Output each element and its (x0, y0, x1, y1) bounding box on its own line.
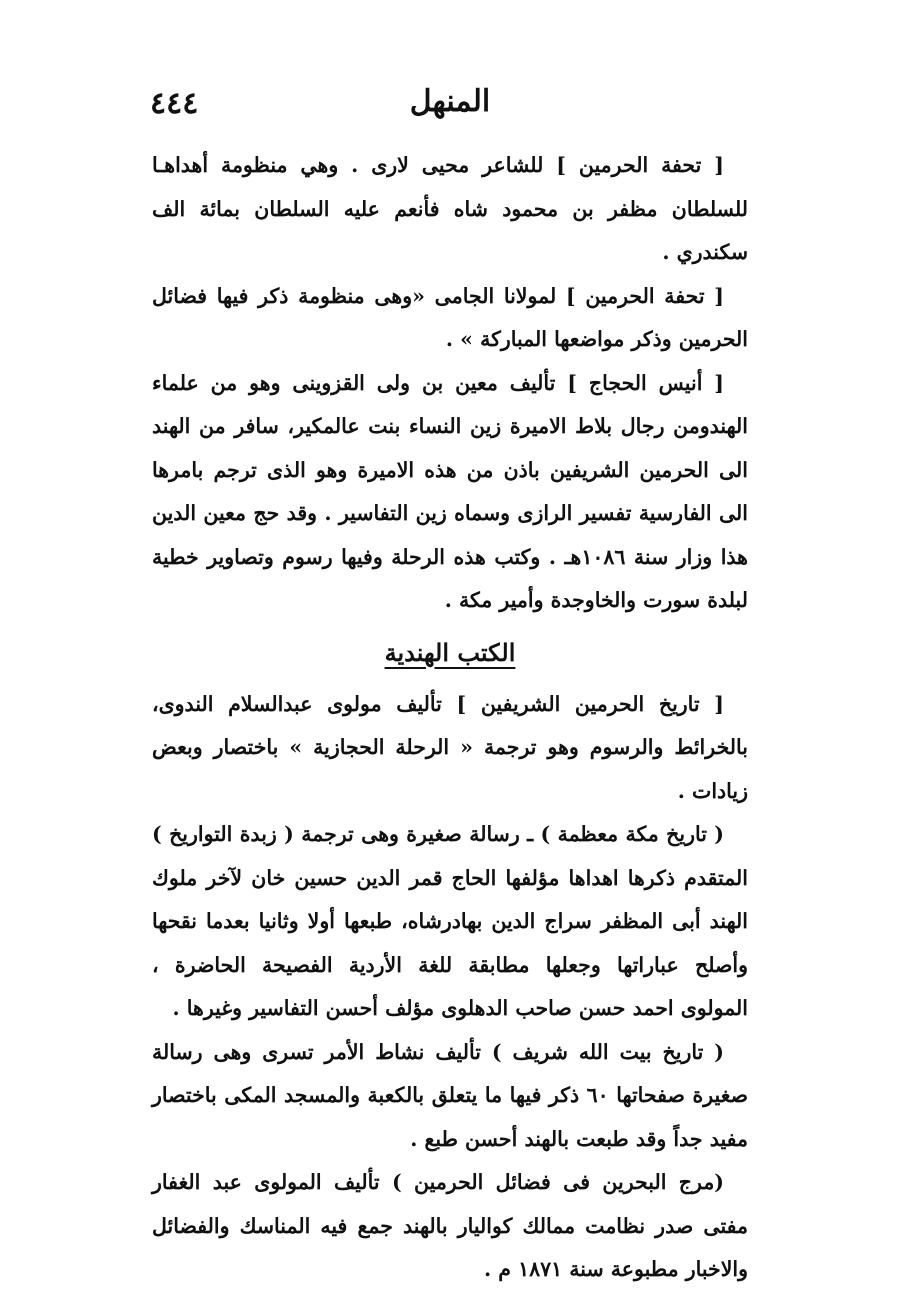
body-text (152, 144, 748, 1292)
section-heading: الكتب الهندية (384, 637, 516, 667)
entry-paragraph: (مرج البحرين فى فضائل الحرمين ) تأليف المولوى عبد الغفار مفتى صدر نظامت ممالك كواليار بالهند جمع فيه المناسك والفضائل والاخبار مطبوعة سنة ١٨٧١ م . (152, 1170, 748, 1281)
entry-paragraph: [ تاريخ الحرمين الشريفين ] تأليف مولوى عبدالسلام الندوى، بالخرائط والرسوم وهو ترجمة « الرحلة الحجازية » باختصار وبعض زيادات . (152, 691, 748, 803)
running-title: المنهل (409, 84, 491, 119)
entry-paragraph: ( تاريخ بيت الله شريف ) تأليف نشاط الأمر تسرى وهى رسالة صغيرة صفحاتها ٦٠ ذكر فيها ما يتعلق بالكعبة والمسجد المكى باختصار مفيد جداً وقد طبعت بالهند أحسن طبع . (152, 1039, 748, 1151)
entry-paragraph: [ أنيس الحجاج ] تأليف معين بن ولى القزوينى وهو من علماء الهندومن رجال بلاط الاميرة زين النساء بنت عالمكير، سافر من الهند الى الحرمين الشريفين باذن من هذه الاميرة وهو الذى ترجم بامرها الى الفارسية تفسير الرازى وسماه زين التفاسير . وقد حج معين الدين هذا وزار سنة ١٠٨٦هـ . وكتب هذه الرحلة وفيها رسوم وتصاوير خطية لبلدة سورت والخاوجدة وأمير مكة . (152, 370, 749, 612)
page-number: ٤٤٤ (150, 86, 199, 121)
entry-paragraph: [ تحفة الحرمين ] لمولانا الجامى «وهى منظومة ذكر فيها فضائل الحرمين وذكر مواضعها المباركة » . (152, 283, 748, 351)
entry-paragraph: ( تاريخ مكة معظمة ) ـ رسالة صغيرة وهى ترجمة ( زبدة التواريخ ) المتقدم ذكرها اهداها مؤلفها الحاج قمر الدين حسين خان لآخر ملوك الهند أبى المظفر سراج الدين بهادرشاه، طبعها أولا وثانيا بعدما نقحها وأصلح عباراتها وجعلها مطابقة للغة الأردية الفصيحة الحاضرة ، المولوى احمد حسن صاحب الدهلوى مؤلف أحسن التفاسير وغيرها . (152, 822, 748, 1020)
entry-paragraph: [ تحفة الحرمين ] للشاعر محيى لارى . وهي منظومة أهداهـا للسلطان مظفر بن محمود شاه فأنعم عليه السلطان بمائة الف سكندري . (152, 153, 748, 264)
running-header (150, 78, 750, 128)
